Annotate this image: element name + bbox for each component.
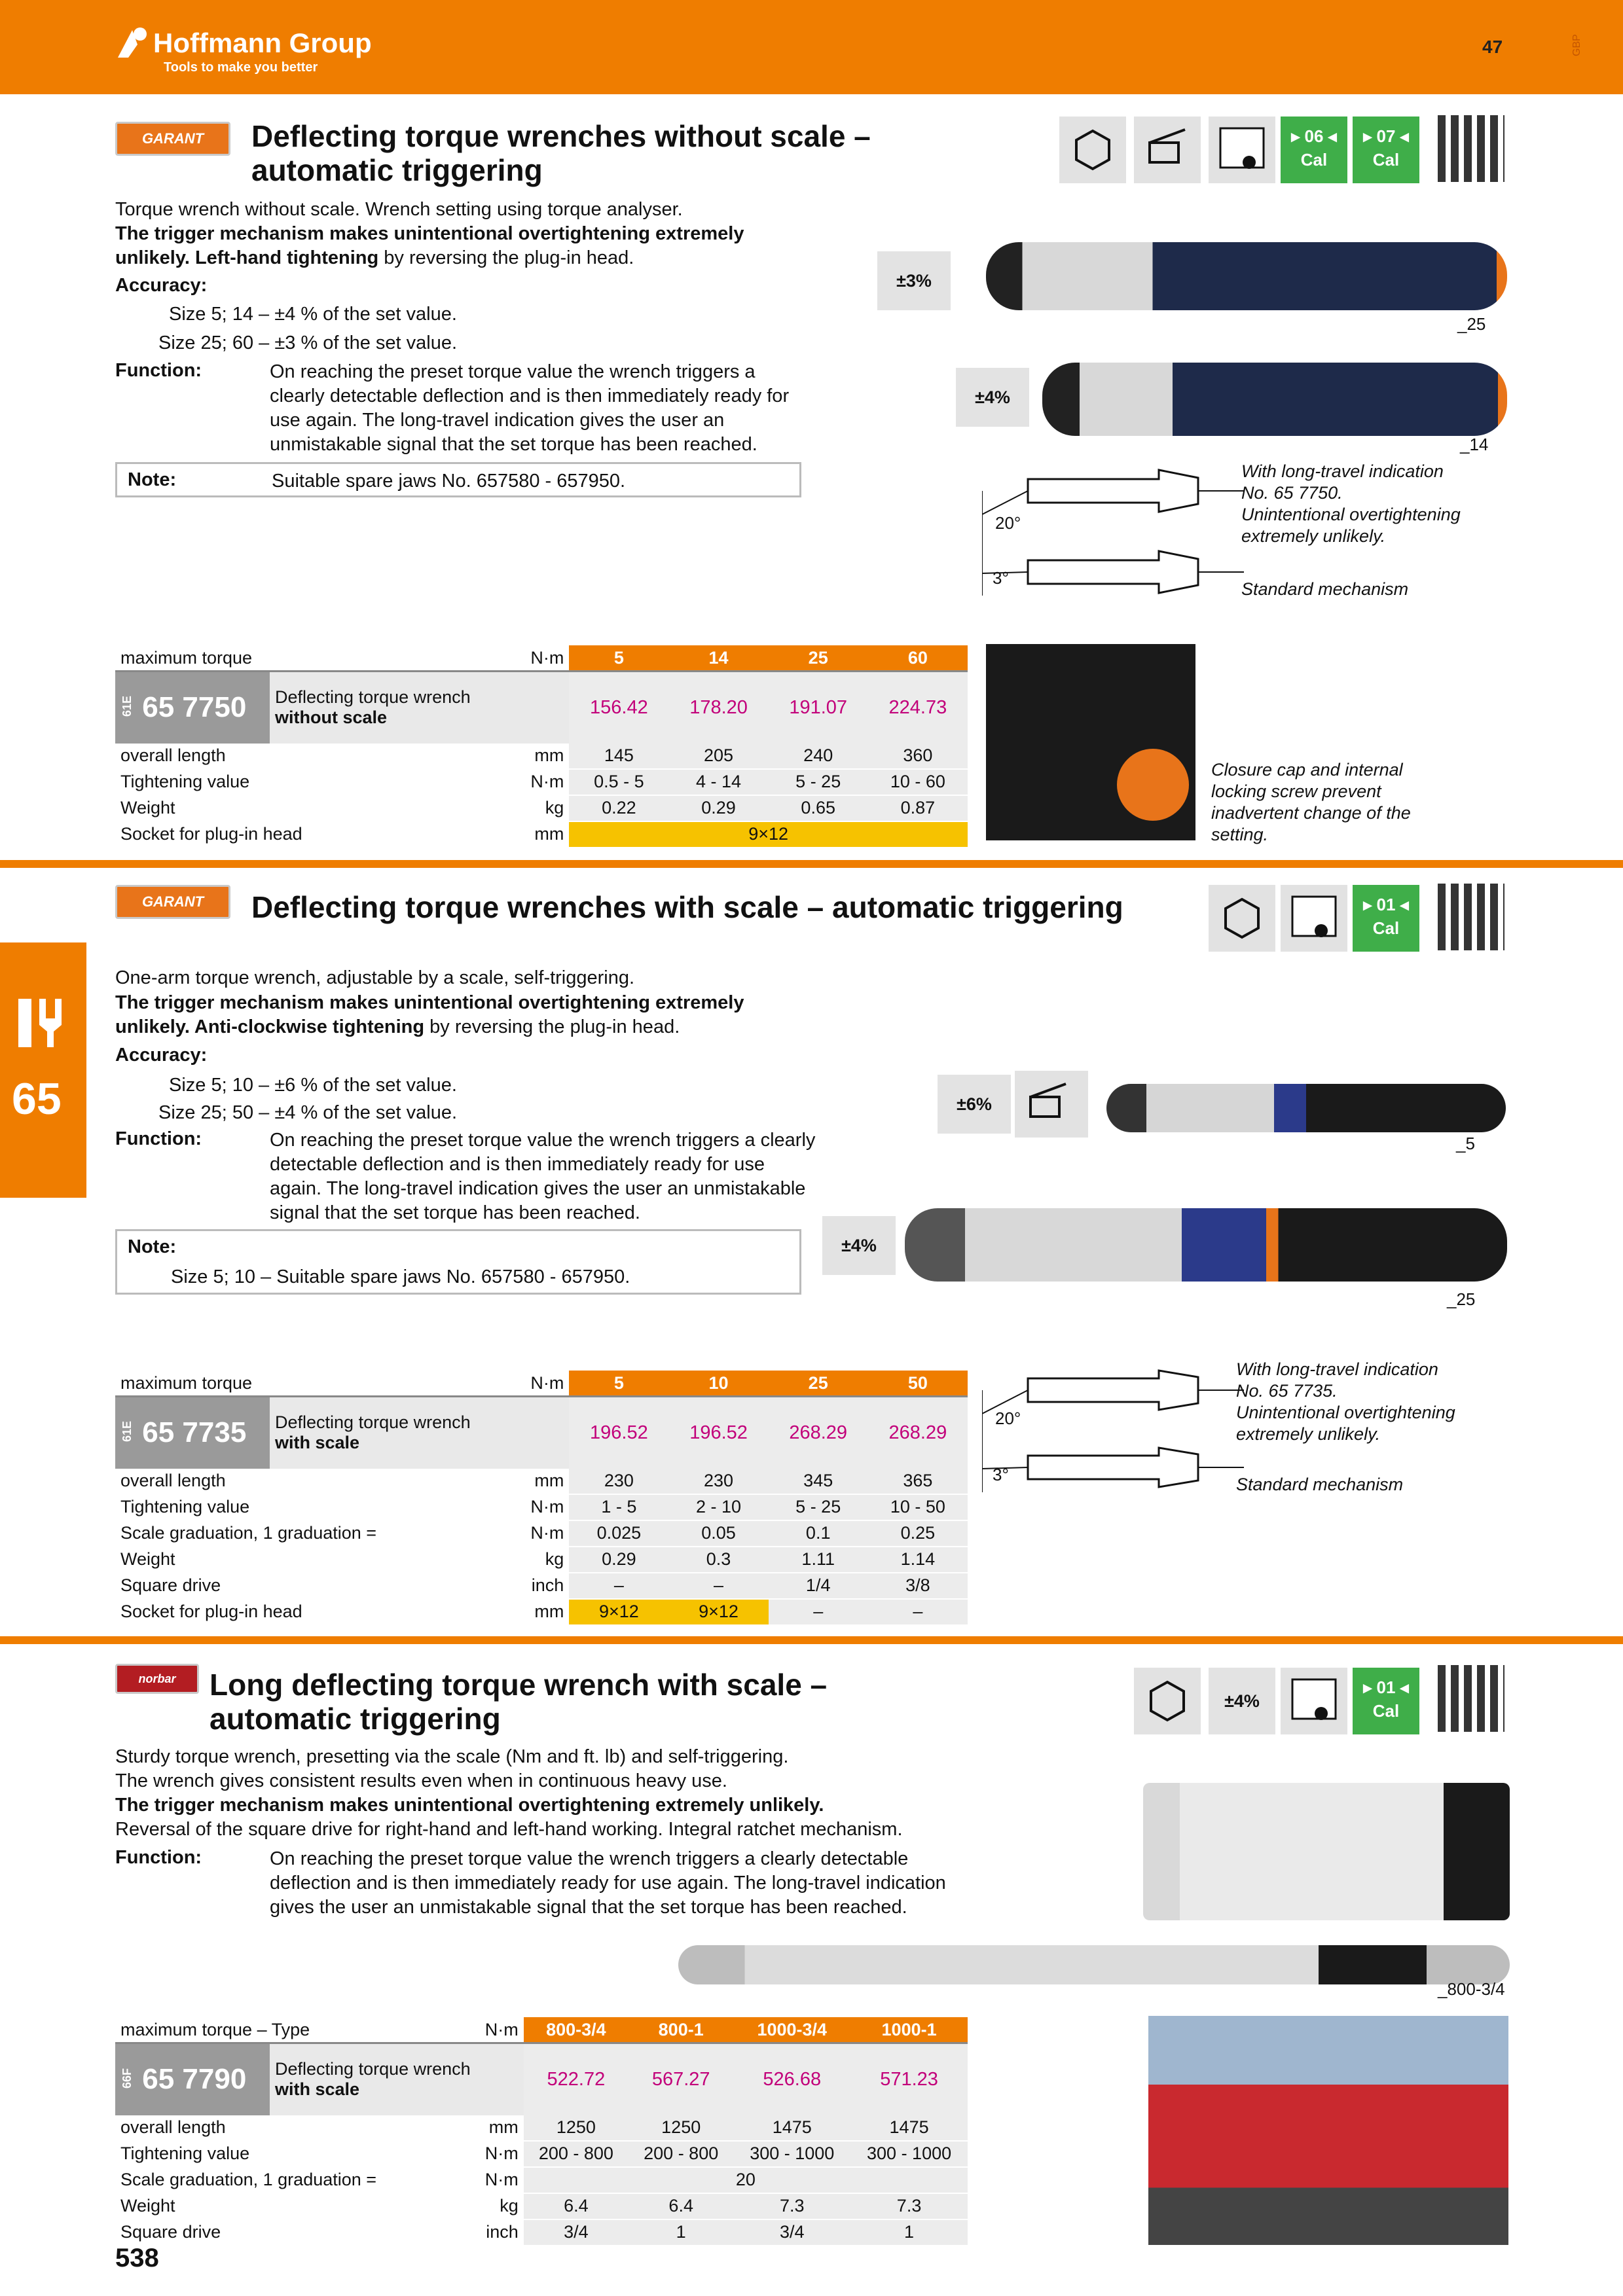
hex-rotate-icon [1059, 117, 1126, 183]
row-value: 0.1 [769, 1520, 868, 1547]
row-unit: kg [452, 2193, 524, 2219]
row-value: 1.11 [769, 1547, 868, 1573]
section2-note-box [115, 1229, 801, 1295]
brand-name[interactable]: Hoffmann Group [153, 27, 372, 58]
article-desc-variant: without scale [275, 708, 388, 728]
row-value: 230 [668, 1469, 768, 1494]
section2-function-line: signal that the set torque has been reached. [270, 1202, 640, 1223]
price[interactable]: 196.52 [569, 1397, 668, 1469]
closure-cap-image [986, 644, 1195, 840]
article-number-cell[interactable] [115, 2043, 270, 2115]
spec-table [115, 1371, 968, 1624]
row-value: 365 [868, 1469, 968, 1494]
chapter-tab[interactable] [0, 942, 86, 1198]
row-label: Square drive [120, 2222, 221, 2242]
row-unit: mm [409, 744, 570, 769]
diagram-caption: extremely unlikely. [1241, 526, 1386, 546]
angle-label: 3° [993, 1465, 1009, 1484]
section2-bold2: unlikely. Anti-clockwise tightening [115, 1016, 425, 1037]
row-label: Scale graduation, 1 graduation = [115, 2167, 452, 2193]
row-value: 0.05 [668, 1520, 768, 1547]
section2-function-label: Function: [115, 1128, 202, 1149]
row-label: Socket for plug-in head [120, 824, 302, 844]
article-number-cell[interactable] [115, 1397, 270, 1469]
section3-function-line: gives the user an unmistakable signal that the set torque has been reached. [270, 1897, 907, 1918]
tolerance-badge: ±6% [938, 1075, 1011, 1134]
row-value: 230 [569, 1469, 668, 1494]
row-unit: inch [486, 2222, 519, 2242]
row-value: 7.3 [733, 2193, 850, 2219]
price[interactable]: 156.42 [569, 672, 668, 744]
qr-code-icon[interactable] [1438, 115, 1504, 182]
row-value: – [668, 1573, 768, 1599]
row-label: Square drive [115, 1573, 485, 1599]
qr-code-icon[interactable] [1438, 1665, 1504, 1732]
row-value: 300 - 1000 [850, 2141, 968, 2167]
spec-table [115, 2017, 968, 2245]
row-unit: mm [452, 2115, 524, 2141]
section1-bold2: unlikely. Left-hand tightening [115, 247, 379, 268]
row-value: 5 - 25 [769, 769, 868, 795]
row-value: 1 [850, 2219, 968, 2245]
section2-title: Deflecting torque wrenches with scale – automatic triggering [251, 890, 1123, 924]
row-label: Weight [115, 1547, 485, 1573]
qr-code-icon[interactable] [1438, 884, 1504, 950]
mechanism-diagram [982, 465, 1244, 615]
angle-label: 3° [993, 568, 1009, 588]
size-header: 1000-1 [850, 2017, 968, 2043]
cal-number: 06 [1304, 126, 1324, 146]
image-label: _5 [1456, 1134, 1475, 1153]
tolerance-badge: ±4% [956, 368, 1029, 427]
table-header-label: maximum torque [115, 1371, 485, 1397]
row-value: 6.4 [629, 2193, 733, 2219]
section3-line: The wrench gives consistent results even when in continuous heavy use. [115, 1770, 727, 1791]
row-value: 0.29 [569, 1547, 668, 1573]
row-label: Weight [115, 2193, 452, 2219]
size-header: 60 [868, 645, 968, 672]
section1-function-line: clearly detectable deflection and is then immediately ready for [270, 386, 790, 406]
row-value: 1475 [733, 2115, 850, 2141]
price[interactable]: 178.20 [668, 672, 768, 744]
article-desc: Deflecting torque wrench [275, 687, 471, 708]
price-group: 61E [120, 696, 134, 717]
row-value: 1250 [629, 2115, 733, 2141]
row-value: 240 [769, 744, 868, 769]
image-label: _800-3/4 [1438, 1979, 1505, 1999]
section3-function-label: Function: [115, 1847, 202, 1868]
section3-title-line2: automatic triggering [210, 1702, 501, 1736]
row-value: 20 [524, 2167, 968, 2193]
row-label: Socket for plug-in head [120, 1602, 302, 1621]
section1-title-line2: automatic triggering [251, 153, 543, 187]
calibration-badge: ▸ 06 ◂ Cal [1281, 117, 1347, 183]
row-value: 360 [868, 744, 968, 769]
row-label: overall length [115, 2115, 452, 2141]
diagram-caption: With long-travel indication [1241, 461, 1444, 481]
certificate-icon [1281, 1668, 1347, 1734]
article-desc: Deflecting torque wrench [275, 1412, 471, 1433]
closure-caption: inadvertent change of the [1211, 803, 1411, 823]
torque-wrench-image [986, 242, 1507, 310]
row-value: 1/4 [769, 1573, 868, 1599]
page-reference: 47 [1482, 37, 1503, 57]
table-header-unit: N·m [409, 645, 570, 672]
price[interactable]: 268.29 [769, 1397, 868, 1469]
square-drive-icon [1015, 1071, 1088, 1138]
region-code: GBP [1571, 34, 1582, 56]
size-header: 5 [569, 1371, 668, 1397]
row-unit: mm [534, 1602, 564, 1621]
price[interactable]: 567.27 [629, 2043, 733, 2115]
size-header: 25 [769, 1371, 868, 1397]
section2-note-label: Note: [128, 1236, 177, 1257]
image-label: _25 [1457, 314, 1486, 334]
row-unit: N·m [485, 1520, 570, 1547]
price-group: 66F [120, 2068, 134, 2089]
section2-accuracy-2: Size 25; 50 – ±4 % of the set value. [158, 1102, 458, 1123]
row-label: Tightening value [115, 1494, 485, 1520]
certificate-icon [1281, 885, 1347, 952]
calibration-badge: ▸ 07 ◂ Cal [1353, 117, 1419, 183]
calibration-badge: ▸ 01 ◂ Cal [1353, 885, 1419, 952]
row-value: 1250 [524, 2115, 629, 2141]
torque-wrench-image [1042, 363, 1507, 436]
row-label: overall length [115, 1469, 485, 1494]
table-header-label: maximum torque [115, 645, 409, 672]
article-desc-variant: with scale [275, 1433, 360, 1453]
size-header: 14 [668, 645, 768, 672]
socket-value: – [769, 1599, 868, 1624]
chapter-number: 65 [12, 1074, 62, 1124]
section1-title-line1: Deflecting torque wrenches without scale – [251, 119, 871, 153]
socket-value: – [868, 1599, 968, 1624]
section-divider [0, 860, 1623, 868]
section2-accuracy-1: Size 5; 10 – ±6 % of the set value. [169, 1075, 457, 1096]
torque-wrench-image [1106, 1084, 1506, 1132]
row-label: Scale graduation, 1 graduation = [115, 1520, 485, 1547]
row-value: 300 - 1000 [733, 2141, 850, 2167]
section1-accuracy-label: Accuracy: [115, 275, 208, 296]
calibration-badge: ▸ 01 ◂ Cal [1353, 1668, 1419, 1734]
diagram-caption: With long-travel indication [1236, 1359, 1438, 1379]
size-header: 10 [668, 1371, 768, 1397]
article-desc: Deflecting torque wrench [275, 2059, 471, 2079]
row-value: 0.87 [868, 795, 968, 821]
socket-value: 9×12 [569, 821, 968, 847]
section3-title-line1: Long deflecting torque wrench with scale – [210, 1668, 828, 1702]
diagram-caption: Unintentional overtightening [1241, 505, 1461, 524]
row-value: 145 [569, 744, 668, 769]
size-header: 50 [868, 1371, 968, 1397]
row-unit: inch [485, 1573, 570, 1599]
section1-accuracy-2: Size 25; 60 – ±3 % of the set value. [158, 332, 458, 353]
closure-caption: setting. [1211, 825, 1269, 844]
tolerance-badge: ±4% [1209, 1668, 1275, 1734]
table-header-unit: N·m [485, 1371, 570, 1397]
row-label: Tightening value [115, 2141, 452, 2167]
square-drive-icon [1134, 117, 1201, 183]
row-value: 2 - 10 [668, 1494, 768, 1520]
row-value: 200 - 800 [524, 2141, 629, 2167]
row-value: 205 [668, 744, 768, 769]
row-unit: kg [485, 1547, 570, 1573]
row-value: 5 - 25 [769, 1494, 868, 1520]
section1-note-label: Note: [128, 469, 177, 490]
row-value: 200 - 800 [629, 2141, 733, 2167]
section1-function-line: unmistakable signal that the set torque has been reached. [270, 434, 757, 455]
brand-tagline: Tools to make you better [164, 60, 318, 75]
torque-wrench-image [905, 1208, 1507, 1282]
row-value: 3/4 [733, 2219, 850, 2245]
cal-number: 01 [1376, 895, 1396, 914]
section3-function-line: On reaching the preset torque value the wrench triggers a clearly detectable [270, 1848, 909, 1869]
section2-intro: One-arm torque wrench, adjustable by a scale, self-triggering. [115, 967, 635, 988]
mechanism-diagram [982, 1368, 1244, 1512]
size-header: 800-3/4 [524, 2017, 629, 2043]
row-value: 1475 [850, 2115, 968, 2141]
section1-bold2-rest: by reversing the plug-in head. [378, 247, 634, 268]
cal-number: 01 [1376, 1677, 1396, 1697]
section3-line: Sturdy torque wrench, presetting via the scale (Nm and ft. lb) and self-triggering. [115, 1746, 789, 1767]
truck-wheel-photo [1148, 2016, 1508, 2245]
section2-function-line: again. The long-travel indication gives the user an unmistakable [270, 1178, 806, 1199]
row-value: 0.65 [769, 795, 868, 821]
row-label: overall length [115, 744, 409, 769]
image-label: _25 [1447, 1289, 1476, 1309]
row-unit: N·m [485, 1494, 570, 1520]
tolerance-badge: ±3% [877, 251, 951, 310]
angle-label: 20° [995, 513, 1021, 533]
table-header-label: maximum torque – Type [115, 2017, 452, 2043]
price-group: 61E [120, 1421, 134, 1443]
price[interactable]: 191.07 [769, 672, 868, 744]
row-label: Weight [115, 795, 409, 821]
page-number: 538 [115, 2244, 159, 2272]
row-value: 1 [629, 2219, 733, 2245]
article-number-cell[interactable] [115, 672, 270, 744]
section2-function-line: On reaching the preset torque value the wrench triggers a clearly [270, 1130, 816, 1151]
row-value: 0.22 [569, 795, 668, 821]
row-unit: mm [485, 1469, 570, 1494]
section1-function-line: On reaching the preset torque value the wrench triggers a [270, 361, 756, 382]
article-number: 65 7790 [142, 2063, 247, 2096]
section2-bold2-rest: by reversing the plug-in head. [424, 1016, 680, 1037]
hex-rotate-icon [1134, 1668, 1201, 1734]
row-value: 3/8 [868, 1573, 968, 1599]
section2-note-text: Size 5; 10 – Suitable spare jaws No. 657580 - 657950. [171, 1266, 630, 1287]
wrench-head-image [1143, 1783, 1510, 1920]
price[interactable]: 526.68 [733, 2043, 850, 2115]
row-value: 1 - 5 [569, 1494, 668, 1520]
row-value: 4 - 14 [668, 769, 768, 795]
section1-note-text: Suitable spare jaws No. 657580 - 657950. [272, 471, 626, 492]
article-number: 65 7735 [142, 1416, 247, 1449]
price[interactable]: 224.73 [868, 672, 968, 744]
size-header: 25 [769, 645, 868, 672]
row-value: 0.25 [868, 1520, 968, 1547]
size-header: 800-1 [629, 2017, 733, 2043]
socket-value: 9×12 [569, 1599, 668, 1624]
tolerance-badge: ±4% [822, 1216, 896, 1275]
row-unit: N·m [452, 2141, 524, 2167]
section1-accuracy-1: Size 5; 14 – ±4 % of the set value. [169, 304, 457, 325]
socket-value: 9×12 [668, 1599, 768, 1624]
section3-function-line: deflection and is then immediately ready for use again. The long-travel indication [270, 1873, 946, 1893]
size-header: 1000-3/4 [733, 2017, 850, 2043]
row-value: – [569, 1573, 668, 1599]
spec-table [115, 645, 968, 847]
row-unit: kg [409, 795, 570, 821]
row-value: 0.29 [668, 795, 768, 821]
section1-function-label: Function: [115, 360, 202, 381]
diagram-caption: Standard mechanism [1236, 1475, 1404, 1494]
section2-bold1: The trigger mechanism makes unintentional overtightening extremely [115, 992, 744, 1013]
diagram-caption: extremely unlikely. [1236, 1424, 1381, 1444]
diagram-caption: No. 65 7750. [1241, 483, 1343, 503]
diagram-caption: Unintentional overtightening [1236, 1403, 1455, 1422]
row-value: 7.3 [850, 2193, 968, 2219]
section1-note-box [115, 462, 801, 497]
cal-text: Cal [1372, 1701, 1400, 1721]
section1-function-line: use again. The long-travel indication gives the user an [270, 410, 725, 431]
hex-rotate-icon [1209, 885, 1275, 952]
image-label: _14 [1460, 435, 1489, 454]
size-header: 5 [569, 645, 668, 672]
article-number: 65 7750 [142, 691, 247, 724]
table-header-unit: N·m [452, 2017, 524, 2043]
row-value: 10 - 50 [868, 1494, 968, 1520]
section1-bold1: The trigger mechanism makes unintentional overtightening extremely [115, 223, 744, 244]
row-label: Tightening value [115, 769, 409, 795]
certificate-icon [1209, 117, 1275, 183]
price[interactable]: 268.29 [868, 1397, 968, 1469]
section3-line: Reversal of the square drive for right-hand and left-hand working. Integral ratchet mechanism. [115, 1819, 903, 1840]
hoffmann-logo-icon [115, 25, 153, 60]
section1-intro: Torque wrench without scale. Wrench setting using torque analyser. [115, 199, 683, 220]
garant-logo: GARANT [115, 122, 230, 156]
cal-text: Cal [1300, 150, 1328, 170]
row-value: 10 - 60 [868, 769, 968, 795]
diagram-caption: Standard mechanism [1241, 579, 1409, 599]
row-value: 0.025 [569, 1520, 668, 1547]
row-value: 0.3 [668, 1547, 768, 1573]
row-value: 3/4 [524, 2219, 629, 2245]
row-value: 1.14 [868, 1547, 968, 1573]
tools-icon [16, 992, 68, 1051]
long-torque-wrench-image [678, 1945, 1510, 1984]
row-value: 6.4 [524, 2193, 629, 2219]
section3-bold: The trigger mechanism makes unintentional overtightening extremely unlikely. [115, 1795, 824, 1816]
price[interactable]: 196.52 [668, 1397, 768, 1469]
price[interactable]: 571.23 [850, 2043, 968, 2115]
cal-text: Cal [1372, 150, 1400, 170]
article-desc-variant: with scale [275, 2079, 360, 2100]
row-value: 0.5 - 5 [569, 769, 668, 795]
cal-number: 07 [1376, 126, 1396, 146]
norbar-logo: norbar [115, 1664, 199, 1694]
angle-label: 20° [995, 1408, 1021, 1428]
row-unit: N·m [452, 2167, 524, 2193]
closure-caption: locking screw prevent [1211, 781, 1381, 801]
section-divider [0, 1636, 1623, 1644]
diagram-caption: No. 65 7735. [1236, 1381, 1338, 1401]
row-value: 345 [769, 1469, 868, 1494]
price[interactable]: 522.72 [524, 2043, 629, 2115]
cal-text: Cal [1372, 918, 1400, 938]
closure-caption: Closure cap and internal [1211, 760, 1403, 780]
garant-logo: GARANT [115, 885, 230, 919]
row-unit: N·m [409, 769, 570, 795]
row-unit: mm [534, 824, 564, 844]
section2-accuracy-label: Accuracy: [115, 1045, 208, 1066]
section2-function-line: detectable deflection and is then immediately ready for use [270, 1154, 765, 1175]
